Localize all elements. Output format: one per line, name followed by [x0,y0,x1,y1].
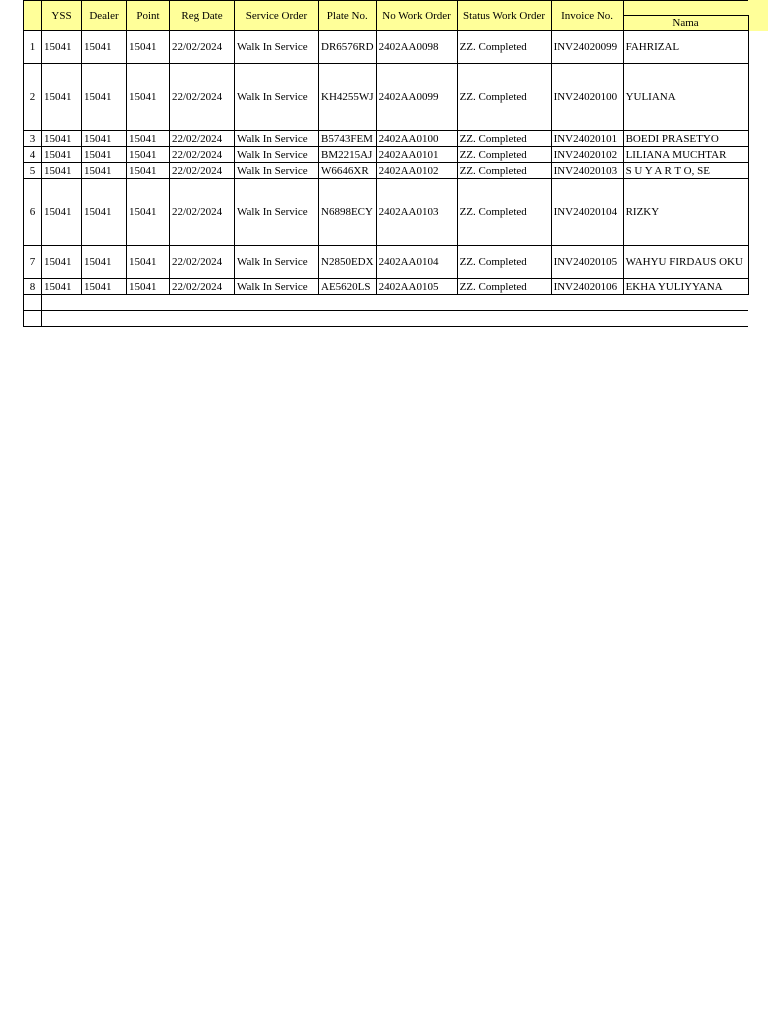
cell-status: ZZ. Completed [457,31,551,64]
cell-point: 15041 [127,179,170,246]
spreadsheet [23,0,749,327]
cell-dealer: 15041 [82,246,127,279]
cell-status: ZZ. Completed [457,279,551,295]
table-row [24,163,749,179]
header-row-number [24,1,42,31]
cell-reg-date: 22/02/2024 [170,64,235,131]
cell-yss: 15041 [42,131,82,147]
cell-point: 15041 [127,246,170,279]
cell-yss: 15041 [42,246,82,279]
row-number: 2 [24,64,42,131]
cell-invoice-no: INV24020103 [551,163,623,179]
work-order-table [23,0,749,327]
cell-yss: 15041 [42,31,82,64]
cell-dealer: 15041 [82,179,127,246]
row-number: 5 [24,163,42,179]
cell-reg-date: 22/02/2024 [170,246,235,279]
cell-service-order: Walk In Service [235,64,319,131]
cell-yss: 15041 [42,64,82,131]
header-yss: YSS [42,1,82,31]
row-number: 7 [24,246,42,279]
cell-nama: FAHRIZAL [623,31,748,64]
empty-row [24,311,749,327]
cell-yss: 15041 [42,163,82,179]
empty-row-number [24,295,42,311]
cell-status: ZZ. Completed [457,179,551,246]
cell-nama: S U Y A R T O, SE [623,163,748,179]
cell-reg-date: 22/02/2024 [170,179,235,246]
cell-no-work-order: 2402AA0098 [376,31,457,64]
cell-invoice-no: INV24020104 [551,179,623,246]
cell-invoice-no: INV24020099 [551,31,623,64]
cell-service-order: Walk In Service [235,179,319,246]
cell-point: 15041 [127,147,170,163]
cell-nama: YULIANA [623,64,748,131]
cell-point: 15041 [127,131,170,147]
cell-point: 15041 [127,163,170,179]
cell-dealer: 15041 [82,64,127,131]
cell-invoice-no: INV24020100 [551,64,623,131]
cell-plate-no: BM2215AJ [319,147,377,163]
cell-no-work-order: 2402AA0103 [376,179,457,246]
cell-nama: BOEDI PRASETYO [623,131,748,147]
row-number: 4 [24,147,42,163]
cell-service-order: Walk In Service [235,31,319,64]
table-row [24,147,749,163]
cell-invoice-no: INV24020105 [551,246,623,279]
table-row [24,64,749,131]
cell-point: 15041 [127,279,170,295]
cell-nama: RIZKY [623,179,748,246]
header-invoice-no: Invoice No. [551,1,623,31]
cell-yss: 15041 [42,279,82,295]
cell-no-work-order: 2402AA0100 [376,131,457,147]
table-row [24,31,749,64]
cell-status: ZZ. Completed [457,147,551,163]
cell-reg-date: 22/02/2024 [170,31,235,64]
cell-status: ZZ. Completed [457,246,551,279]
cell-plate-no: DR6576RD [319,31,377,64]
cell-no-work-order: 2402AA0105 [376,279,457,295]
cell-plate-no: B5743FEM [319,131,377,147]
table-row [24,279,749,295]
cell-invoice-no: INV24020101 [551,131,623,147]
cell-yss: 15041 [42,179,82,246]
row-number: 1 [24,31,42,64]
cell-dealer: 15041 [82,31,127,64]
cell-dealer: 15041 [82,147,127,163]
cell-no-work-order: 2402AA0104 [376,246,457,279]
cell-nama: WAHYU FIRDAUS OKU [623,246,748,279]
header-nama: Nama [623,16,748,31]
cell-service-order: Walk In Service [235,246,319,279]
cell-point: 15041 [127,64,170,131]
cell-invoice-no: INV24020106 [551,279,623,295]
header-no-work-order: No Work Order [376,1,457,31]
cell-service-order: Walk In Service [235,131,319,147]
cell-dealer: 15041 [82,131,127,147]
cell-reg-date: 22/02/2024 [170,147,235,163]
table-body [24,31,749,327]
row-number: 8 [24,279,42,295]
empty-row [24,295,749,311]
cell-dealer: 15041 [82,163,127,179]
empty-cell [42,295,749,311]
cell-no-work-order: 2402AA0102 [376,163,457,179]
cell-service-order: Walk In Service [235,163,319,179]
cell-no-work-order: 2402AA0101 [376,147,457,163]
cell-service-order: Walk In Service [235,147,319,163]
header-point: Point [127,1,170,31]
cell-yss: 15041 [42,147,82,163]
header-status-work-order: Status Work Order [457,1,551,31]
cell-reg-date: 22/02/2024 [170,279,235,295]
cell-plate-no: N2850EDX [319,246,377,279]
cell-reg-date: 22/02/2024 [170,131,235,147]
cell-plate-no: W6646XR [319,163,377,179]
cell-no-work-order: 2402AA0099 [376,64,457,131]
header-plate-no: Plate No. [319,1,377,31]
cell-plate-no: KH4255WJ [319,64,377,131]
row-number: 3 [24,131,42,147]
table-row [24,131,749,147]
cell-service-order: Walk In Service [235,279,319,295]
empty-cell [42,311,749,327]
table-row [24,179,749,246]
header-dealer: Dealer [82,1,127,31]
empty-row-number [24,311,42,327]
cell-dealer: 15041 [82,279,127,295]
cell-status: ZZ. Completed [457,64,551,131]
cell-plate-no: N6898ECY [319,179,377,246]
header-reg-date: Reg Date [170,1,235,31]
cell-nama: LILIANA MUCHTAR [623,147,748,163]
cell-status: ZZ. Completed [457,131,551,147]
row-number: 6 [24,179,42,246]
cell-invoice-no: INV24020102 [551,147,623,163]
cell-reg-date: 22/02/2024 [170,163,235,179]
cell-nama: EKHA YULIYYANA [623,279,748,295]
cell-status: ZZ. Completed [457,163,551,179]
header-nama-group [623,1,748,16]
cell-point: 15041 [127,31,170,64]
header-service-order: Service Order [235,1,319,31]
cell-plate-no: AE5620LS [319,279,377,295]
table-row [24,246,749,279]
